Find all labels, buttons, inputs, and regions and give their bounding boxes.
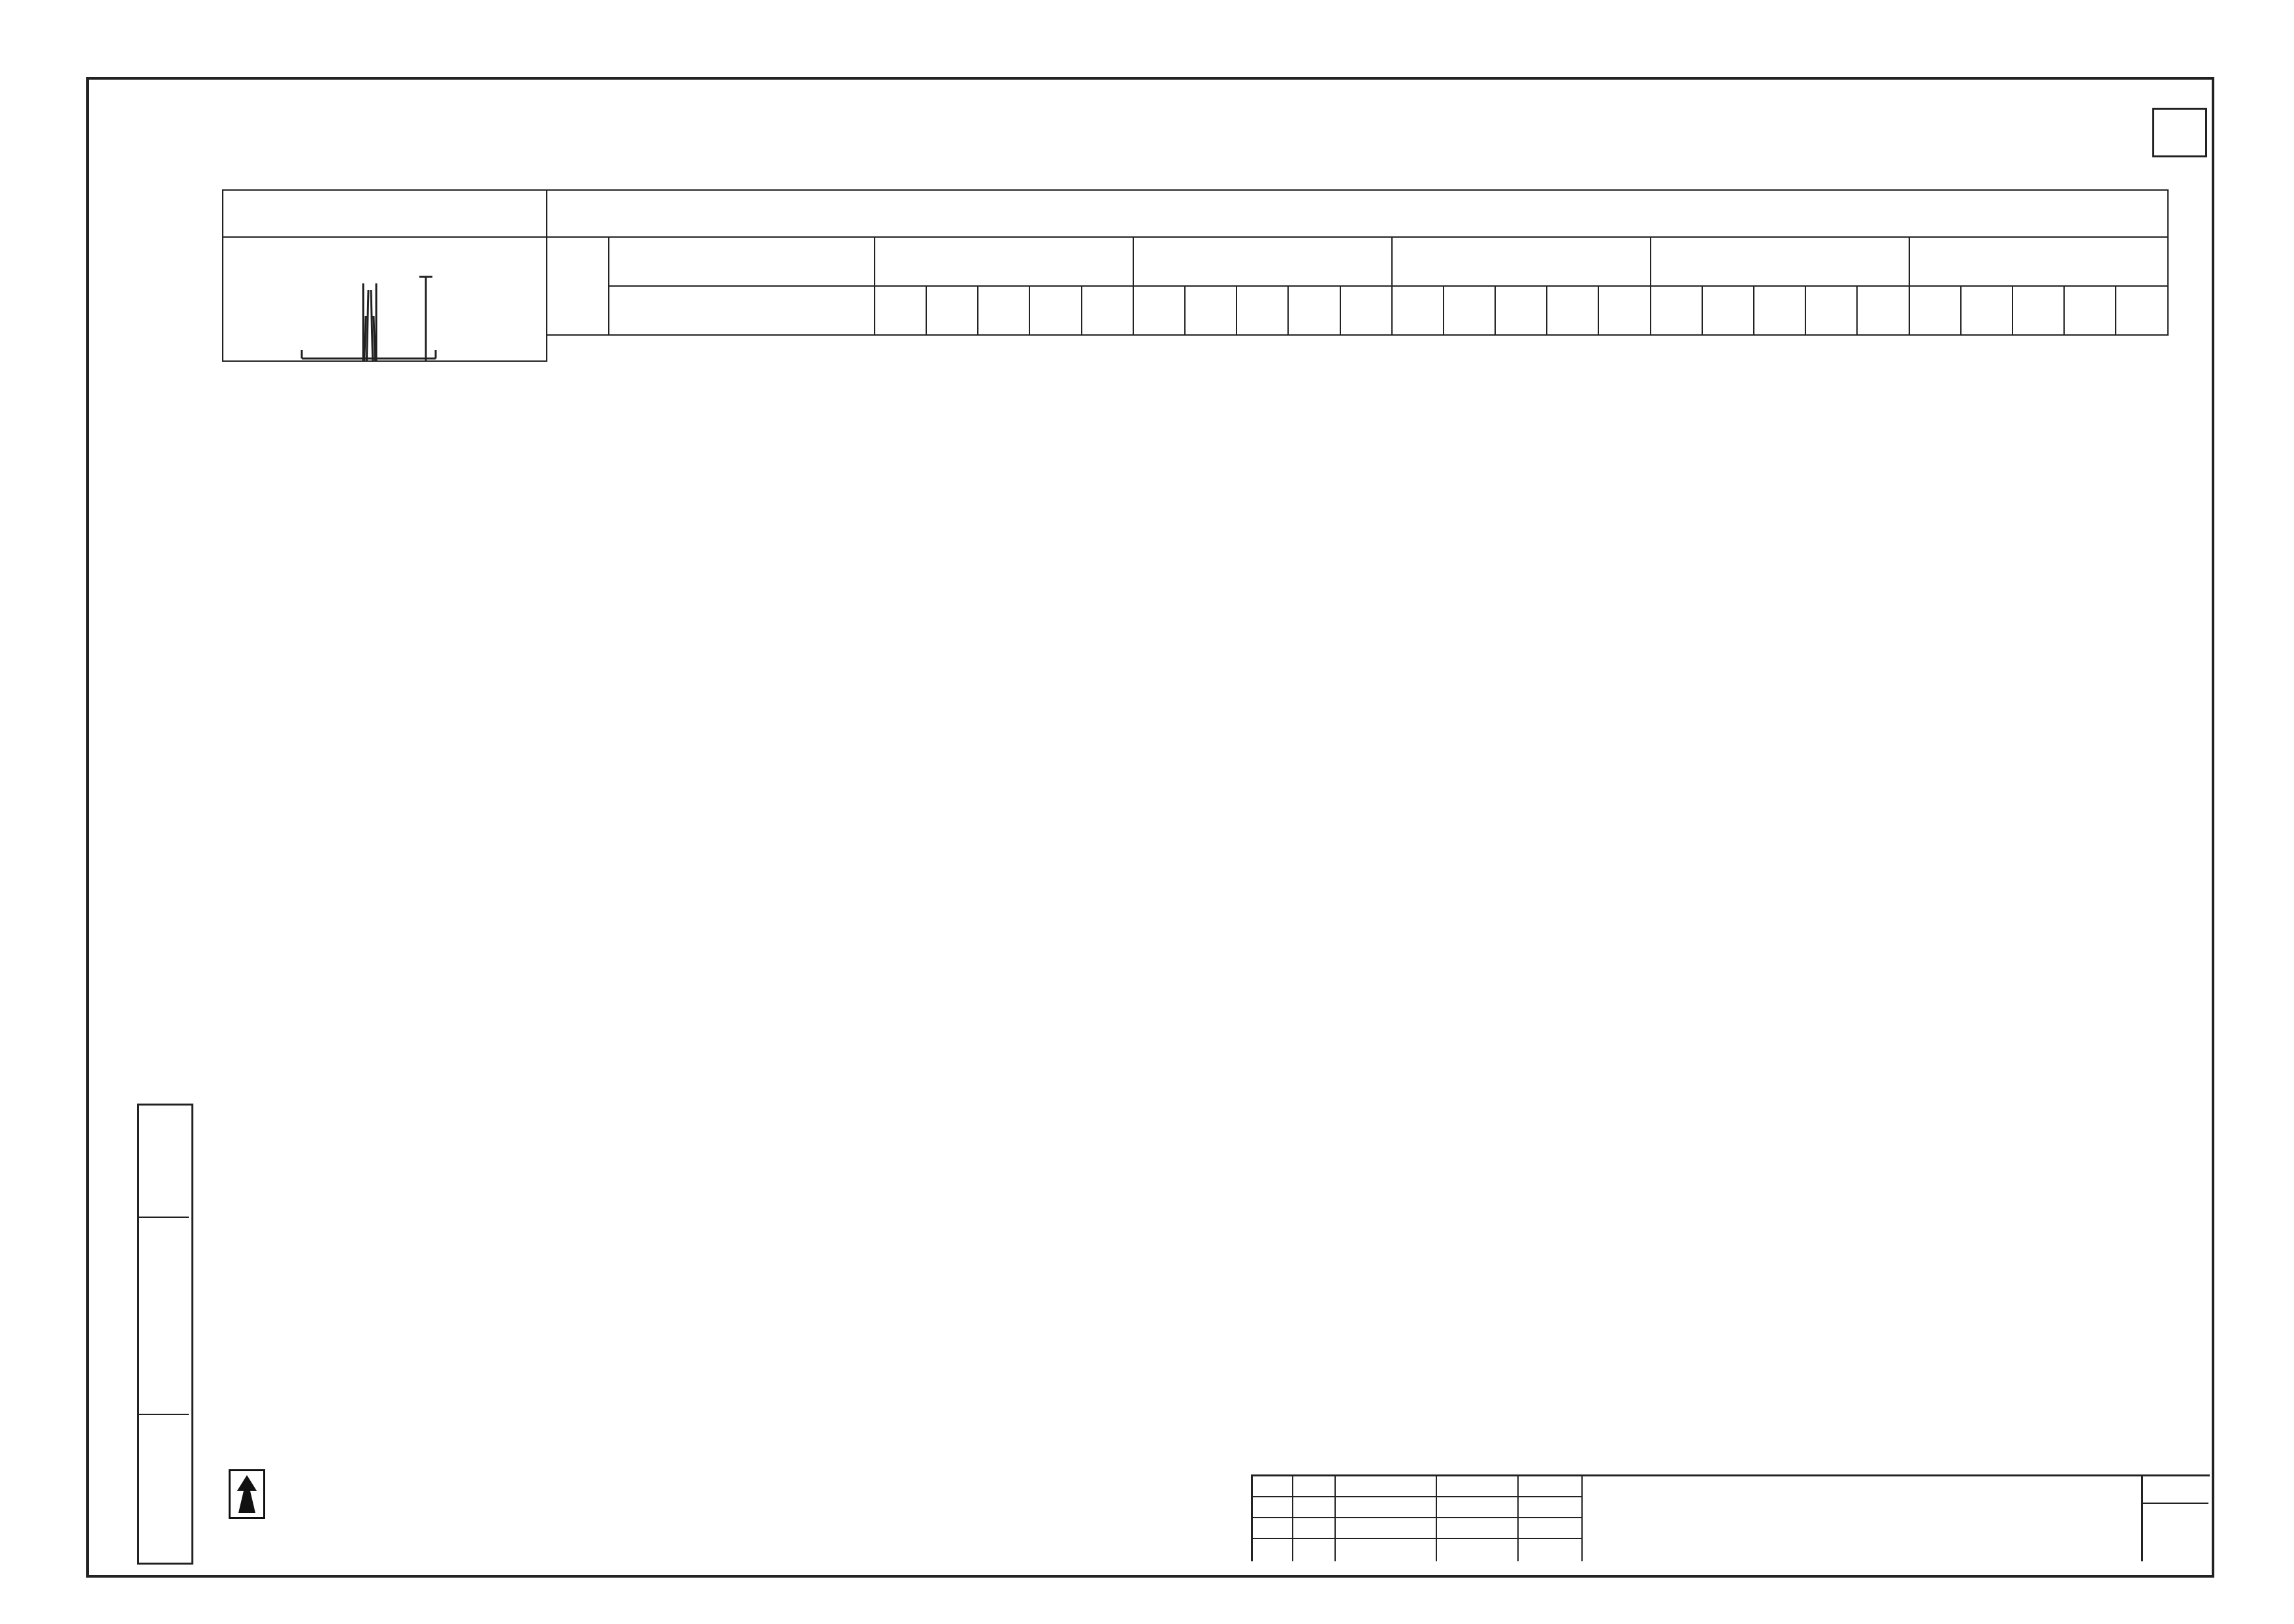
sheet-box — [2141, 1476, 2208, 1561]
logo-emblem-icon — [229, 1469, 265, 1519]
loads-table — [222, 189, 2169, 362]
ice-value — [1133, 286, 1185, 335]
ice-value — [1495, 286, 1547, 335]
ice-value — [1651, 286, 1702, 335]
ice-value — [1236, 286, 1288, 335]
top-sheet-number — [2152, 108, 2207, 157]
ice-value — [2116, 286, 2168, 335]
ice-value — [875, 286, 926, 335]
ice-value — [1392, 286, 1444, 335]
ice-value — [1444, 286, 1495, 335]
region-I — [875, 237, 1133, 286]
ice-value — [1288, 286, 1340, 335]
series-label — [98, 209, 150, 575]
sketch-header — [223, 190, 547, 237]
ice-value — [1185, 286, 1236, 335]
wire-header — [547, 190, 2168, 237]
stamp-cell-inventory — [139, 1415, 189, 1559]
ice-value — [1082, 286, 1133, 335]
ice-value — [1029, 286, 1081, 335]
pole-drawing — [223, 238, 528, 361]
wind-region-label — [609, 237, 875, 286]
stamp-cell-replace — [139, 1106, 189, 1218]
ice-value — [2012, 286, 2064, 335]
ice-label — [609, 286, 875, 335]
ice-value — [1961, 286, 2012, 335]
ice-value — [1909, 286, 1961, 335]
region-III — [1392, 237, 1651, 286]
ice-value — [978, 286, 1029, 335]
ice-value — [1547, 286, 1598, 335]
ice-value — [1805, 286, 1857, 335]
angle-header — [547, 237, 609, 335]
stamp-cell-signature — [139, 1218, 189, 1415]
ice-value — [926, 286, 978, 335]
region-V — [1909, 237, 2168, 286]
ice-value — [1598, 286, 1650, 335]
ice-value — [2064, 286, 2116, 335]
region-II — [1133, 237, 1392, 286]
side-stamp — [137, 1104, 193, 1565]
ice-value — [1340, 286, 1392, 335]
ice-value — [1702, 286, 1754, 335]
support-sketch — [223, 237, 547, 361]
metako-logo — [229, 1469, 719, 1528]
title-block — [1251, 1474, 2210, 1561]
ice-value — [1754, 286, 1805, 335]
ice-value — [1857, 286, 1909, 335]
region-IV — [1651, 237, 1909, 286]
sheet-label — [2143, 1476, 2208, 1504]
